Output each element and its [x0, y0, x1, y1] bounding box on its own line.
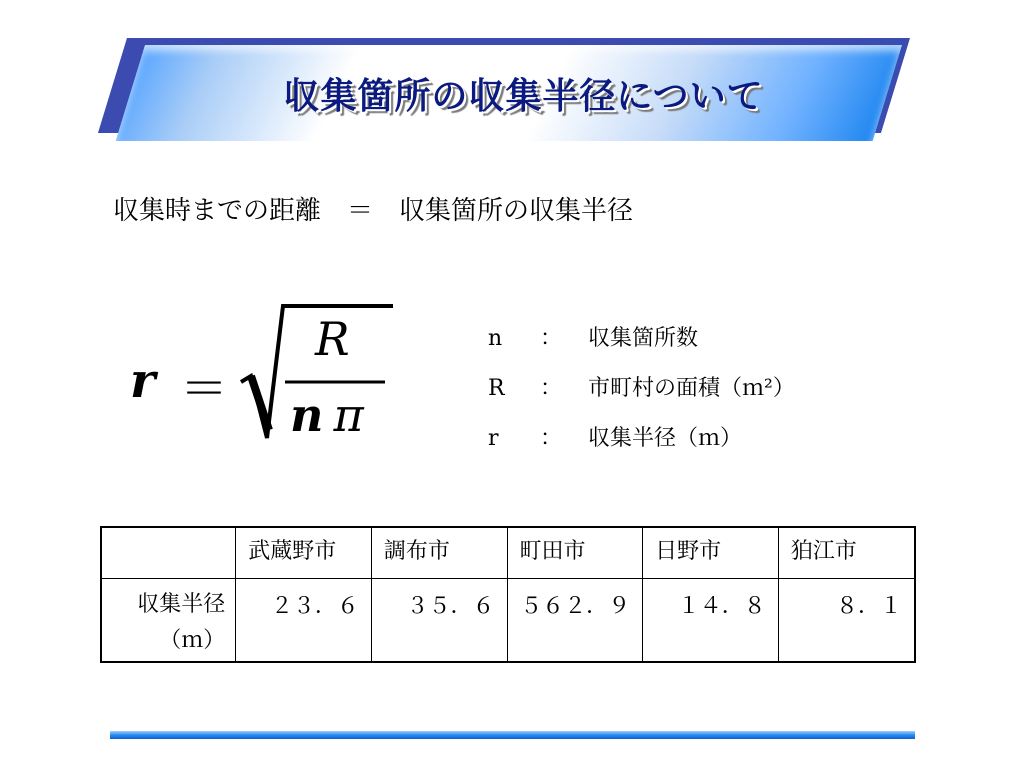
- legend-description: 収集箇所数: [588, 326, 699, 351]
- legend-description: 市町村の面積（ｍ²）: [588, 376, 795, 401]
- radius-formula: [130, 300, 410, 450]
- value-chofu: ３５．６: [371, 578, 507, 662]
- legend-symbol: n: [488, 326, 503, 351]
- formula-n: n: [290, 388, 324, 442]
- table-header-komae: 狛江市: [778, 527, 915, 578]
- formula-numerator: R: [315, 312, 350, 366]
- table-header-hino: 日野市: [643, 527, 779, 578]
- legend-symbol: R: [488, 376, 505, 401]
- row-label-line1: 収集半径: [137, 591, 226, 617]
- table-corner-cell: [101, 527, 236, 578]
- formula-equals: ＝: [180, 361, 229, 417]
- table-header-machida: 町田市: [507, 527, 643, 578]
- legend-colon: ：: [540, 426, 563, 451]
- formula-pi: π: [333, 388, 364, 442]
- legend-colon: ：: [540, 326, 563, 351]
- value-komae: ８．１: [778, 578, 915, 662]
- table-header-musashino: 武蔵野市: [236, 527, 372, 578]
- table-header-chofu: 調布市: [371, 527, 507, 578]
- table-row: [101, 578, 915, 662]
- collection-radius-table: [100, 526, 916, 663]
- page-title: 収集箇所の収集半径について: [283, 76, 764, 117]
- bottom-accent-bar: [110, 731, 915, 739]
- table-header-row: [101, 527, 915, 578]
- legend-colon: ：: [540, 376, 563, 401]
- value-hino: １４．８: [643, 578, 779, 662]
- row-label-cell: [101, 578, 236, 662]
- formula-lhs: r: [130, 353, 156, 409]
- value-musashino: ２３．６: [236, 578, 372, 662]
- legend-symbol: r: [488, 426, 499, 451]
- formula-denominator: [290, 388, 364, 442]
- row-label-line2: （ｍ）: [159, 627, 226, 653]
- legend-description: 収集半径（ｍ）: [588, 426, 743, 451]
- value-machida: ５６２．９: [507, 578, 643, 662]
- equation-description: 収集時までの距離 ＝ 収集箇所の収集半径: [113, 196, 634, 226]
